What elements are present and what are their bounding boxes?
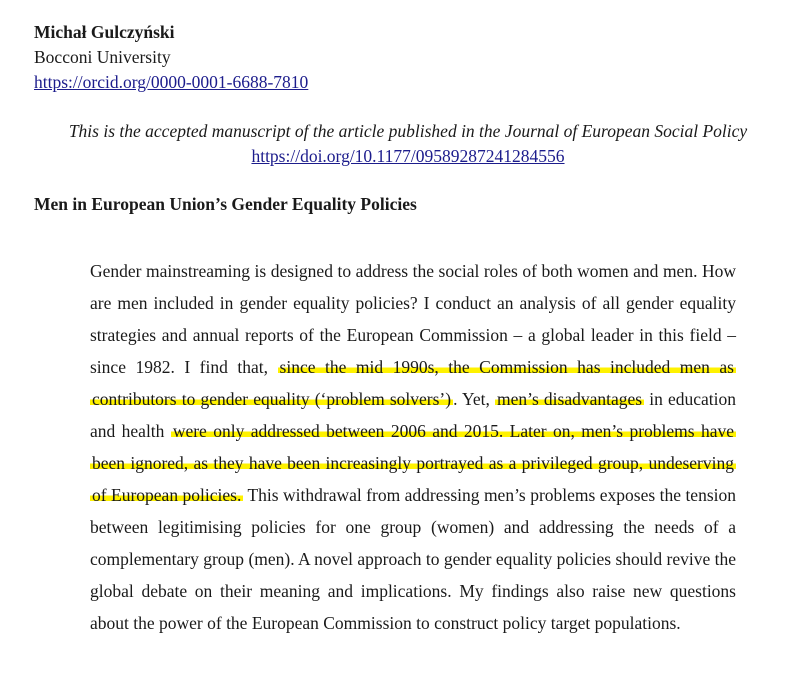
- abstract-text-segment: This withdrawal from addressing men’s problems exposes the tension between legitimising policies for one group (women) and addressing the needs of a complementary group (men). A novel approach to gender equality policies should revive the global debate on their meaning and implications. My findings also raise new questions about the power of the European Commission to construct policy target populations.: [90, 485, 736, 633]
- abstract-text-segment: Gender mainstreaming is designed to address the social roles of both women and men. How are men included in gender equality policies? I conduct an analysis of all gender equality strategies and annual reports of the European Commission – a global leader in this field – since 1982. I find that,: [90, 261, 736, 377]
- author-name: Michał Gulczyński: [34, 22, 175, 42]
- doi-link[interactable]: https://doi.org/10.1177/09589287241284556: [251, 146, 565, 166]
- highlighted-text: since the mid 1990s, the Commission has included men as contributors to gender equality (‘problem solvers’): [92, 357, 734, 409]
- abstract-text-segment: in education and health: [90, 389, 737, 441]
- orcid-link[interactable]: https://orcid.org/0000-0001-6688-7810: [34, 72, 309, 92]
- author-affiliation: Bocconi University: [34, 47, 171, 67]
- abstract-text-segment: . Yet,: [453, 389, 495, 409]
- highlighted-text: were only addressed between 2006 and 2015. Later on, men’s problems have been ignored, as they have been increasingly portrayed as a privileged group, undeserving of European policies.: [92, 421, 735, 505]
- abstract-paragraph: [90, 255, 736, 639]
- manuscript-note: [0, 119, 800, 169]
- author-block: [34, 20, 308, 95]
- article-title: Men in European Union’s Gender Equality Policies: [34, 194, 417, 214]
- manuscript-statement: This is the accepted manuscript of the article published in the Journal of European Social Policy: [68, 121, 748, 141]
- highlighted-text: men’s disadvantages: [496, 389, 643, 409]
